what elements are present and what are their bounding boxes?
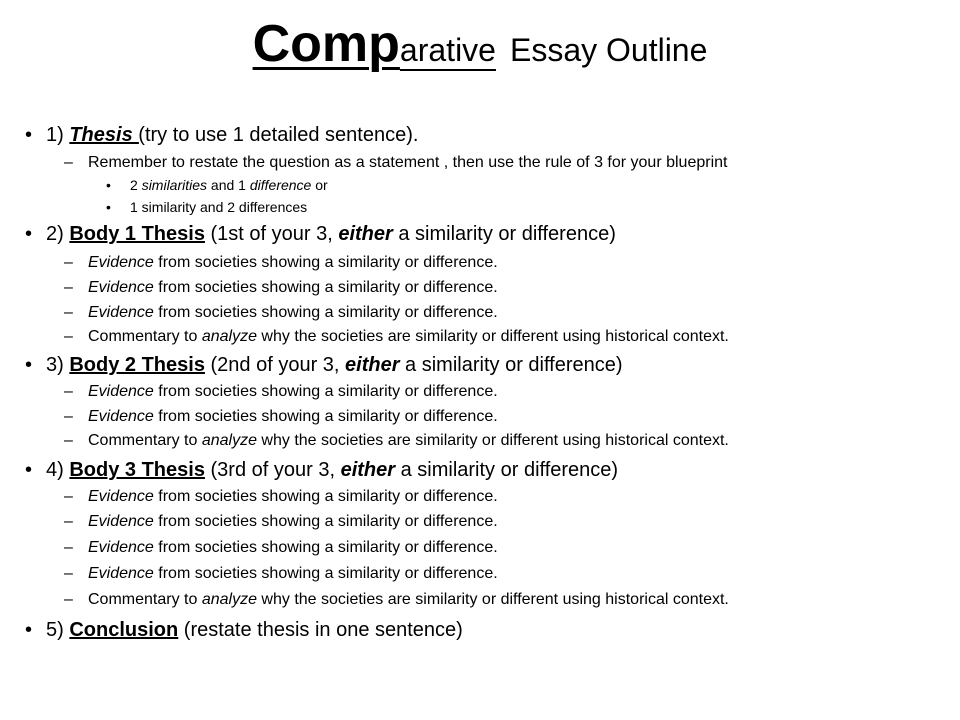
text-segment: why the societies are similarity or different using historical context. <box>256 432 729 449</box>
outline-item-thesis-sub3 <box>106 200 307 214</box>
text-segment: Remember to restate the question as a statement , then use the rule of 3 for your blueprint <box>88 154 728 171</box>
text-segment: or <box>311 177 328 193</box>
text-segment: Evidence <box>88 408 154 425</box>
text-segment: difference <box>249 177 312 193</box>
text-segment: either <box>338 223 393 245</box>
text-segment: Thesis <box>69 124 139 146</box>
outline-item-text <box>88 565 498 582</box>
dash-bullet: – <box>64 488 73 505</box>
text-segment: either <box>340 459 396 481</box>
text-segment: from societies showing a similarity or difference. <box>153 539 498 556</box>
dash-bullet: – <box>64 304 73 321</box>
title-arative: arative <box>399 32 496 68</box>
bullet: • <box>25 124 33 146</box>
dash-bullet: – <box>64 539 73 556</box>
outline-item-text <box>88 254 498 271</box>
outline-item-b3-e1 <box>64 489 498 505</box>
outline-item-conclusion <box>25 620 463 640</box>
outline-item-b2-e2 <box>64 409 498 425</box>
text-segment: (2nd of your 3, <box>204 354 346 376</box>
outline-item-body3 <box>25 460 618 480</box>
bullet: • <box>25 619 33 641</box>
dash-bullet: – <box>64 408 73 425</box>
outline-item-text <box>88 383 498 400</box>
text-segment: Body 2 Thesis <box>69 354 205 376</box>
title-essay-outline: Essay Outline <box>509 32 708 68</box>
title-comp: Comp <box>252 15 400 73</box>
text-segment: Evidence <box>88 279 154 296</box>
text-segment: (3rd of your 3, <box>204 459 341 481</box>
text-segment: from societies showing a similarity or difference. <box>153 304 498 321</box>
dash-bullet: – <box>64 279 73 296</box>
text-segment: similarities <box>141 177 208 193</box>
text-segment: Body 3 Thesis <box>69 459 205 481</box>
text-segment: from societies showing a similarity or difference. <box>153 279 498 296</box>
text-segment: (restate thesis in one sentence) <box>178 619 463 641</box>
outline-item-b3-comm <box>64 592 729 608</box>
text-segment: a similarity or difference) <box>399 354 623 376</box>
dash-bullet: – <box>64 591 73 608</box>
outline-item-thesis-sub <box>64 155 727 171</box>
outline-item-text <box>46 459 618 481</box>
text-segment: a similarity or difference) <box>392 223 616 245</box>
outline-item-b1-e3 <box>64 305 498 321</box>
text-segment: either <box>345 354 400 376</box>
text-segment: why the societies are similarity or different using historical context. <box>256 591 729 608</box>
outline-item-text <box>88 539 498 556</box>
text-segment: analyze <box>201 328 257 345</box>
text-segment: Evidence <box>88 383 154 400</box>
dash-bullet: – <box>64 565 73 582</box>
text-segment: (1st of your 3, <box>204 223 339 245</box>
outline-item-text <box>88 328 729 345</box>
text-segment: 4) <box>46 459 70 481</box>
text-segment: from societies showing a similarity or difference. <box>153 565 498 582</box>
text-segment: from societies showing a similarity or difference. <box>153 513 498 530</box>
outline-item-b3-e2 <box>64 514 498 530</box>
outline-item-b1-e2 <box>64 280 498 296</box>
text-segment: Evidence <box>88 565 154 582</box>
outline-item-text <box>88 408 498 425</box>
text-segment: ( <box>138 124 145 146</box>
text-segment: analyze <box>201 591 257 608</box>
outline-item-b1-e1 <box>64 255 498 271</box>
text-segment: from societies showing a similarity or difference. <box>153 488 498 505</box>
outline-item-text <box>46 223 616 245</box>
bullet: • <box>25 354 33 376</box>
text-segment: Evidence <box>88 304 154 321</box>
outline-item-text <box>88 513 498 530</box>
text-segment: a similarity or difference) <box>395 459 619 481</box>
outline-item-text <box>88 488 498 505</box>
bullet: • <box>25 459 33 481</box>
outline-item-body2 <box>25 355 623 375</box>
bullet: • <box>25 223 33 245</box>
dash-bullet: – <box>64 154 73 171</box>
text-segment: Evidence <box>88 488 154 505</box>
text-segment: Body 1 Thesis <box>69 223 205 245</box>
text-segment: 1) <box>46 124 70 146</box>
outline-item-text <box>46 619 463 641</box>
outline-item-text <box>88 432 729 449</box>
outline-item-text <box>88 304 498 321</box>
outline-item-b2-e1 <box>64 384 498 400</box>
text-segment: 3) <box>46 354 70 376</box>
outline-item-b3-e4 <box>64 566 498 582</box>
dash-bullet: – <box>64 328 73 345</box>
outline-item-text <box>88 591 729 608</box>
bullet: • <box>106 177 111 193</box>
text-segment: Evidence <box>88 254 154 271</box>
text-segment: Commentary to <box>88 328 202 345</box>
outline-item-text <box>88 154 727 171</box>
text-segment: Commentary to <box>88 591 202 608</box>
text-segment: try to use 1 detailed sentence). <box>144 124 419 146</box>
text-segment: Evidence <box>88 539 154 556</box>
dash-bullet: – <box>64 383 73 400</box>
text-segment: 1 similarity and 2 differences <box>130 199 308 215</box>
outline-item-thesis-sub2 <box>106 178 328 192</box>
outline-item-b1-comm <box>64 329 729 345</box>
outline-item-text <box>88 279 498 296</box>
text-segment: analyze <box>201 432 257 449</box>
dash-bullet: – <box>64 432 73 449</box>
text-segment: Evidence <box>88 513 154 530</box>
outline-item-thesis <box>25 125 418 145</box>
text-segment: 2) <box>46 223 70 245</box>
text-segment: from societies showing a similarity or difference. <box>153 254 498 271</box>
outline-item-text <box>46 354 623 376</box>
dash-bullet: – <box>64 513 73 530</box>
outline-item-text <box>130 199 307 215</box>
text-segment: from societies showing a similarity or difference. <box>153 408 498 425</box>
text-segment: why the societies are similarity or different using historical context. <box>256 328 729 345</box>
bullet: • <box>106 199 111 215</box>
outline-item-text <box>130 177 328 193</box>
text-segment: Commentary to <box>88 432 202 449</box>
outline-item-b2-comm <box>64 433 729 449</box>
outline-item-b3-e3 <box>64 540 498 556</box>
text-segment: and 1 <box>207 177 250 193</box>
outline-item-body1 <box>25 224 616 244</box>
text-segment: 2 <box>130 177 142 193</box>
text-segment: from societies showing a similarity or difference. <box>153 383 498 400</box>
dash-bullet: – <box>64 254 73 271</box>
text-segment: Conclusion <box>69 619 179 641</box>
outline-item-text <box>46 124 418 146</box>
text-segment: 5) <box>46 619 70 641</box>
